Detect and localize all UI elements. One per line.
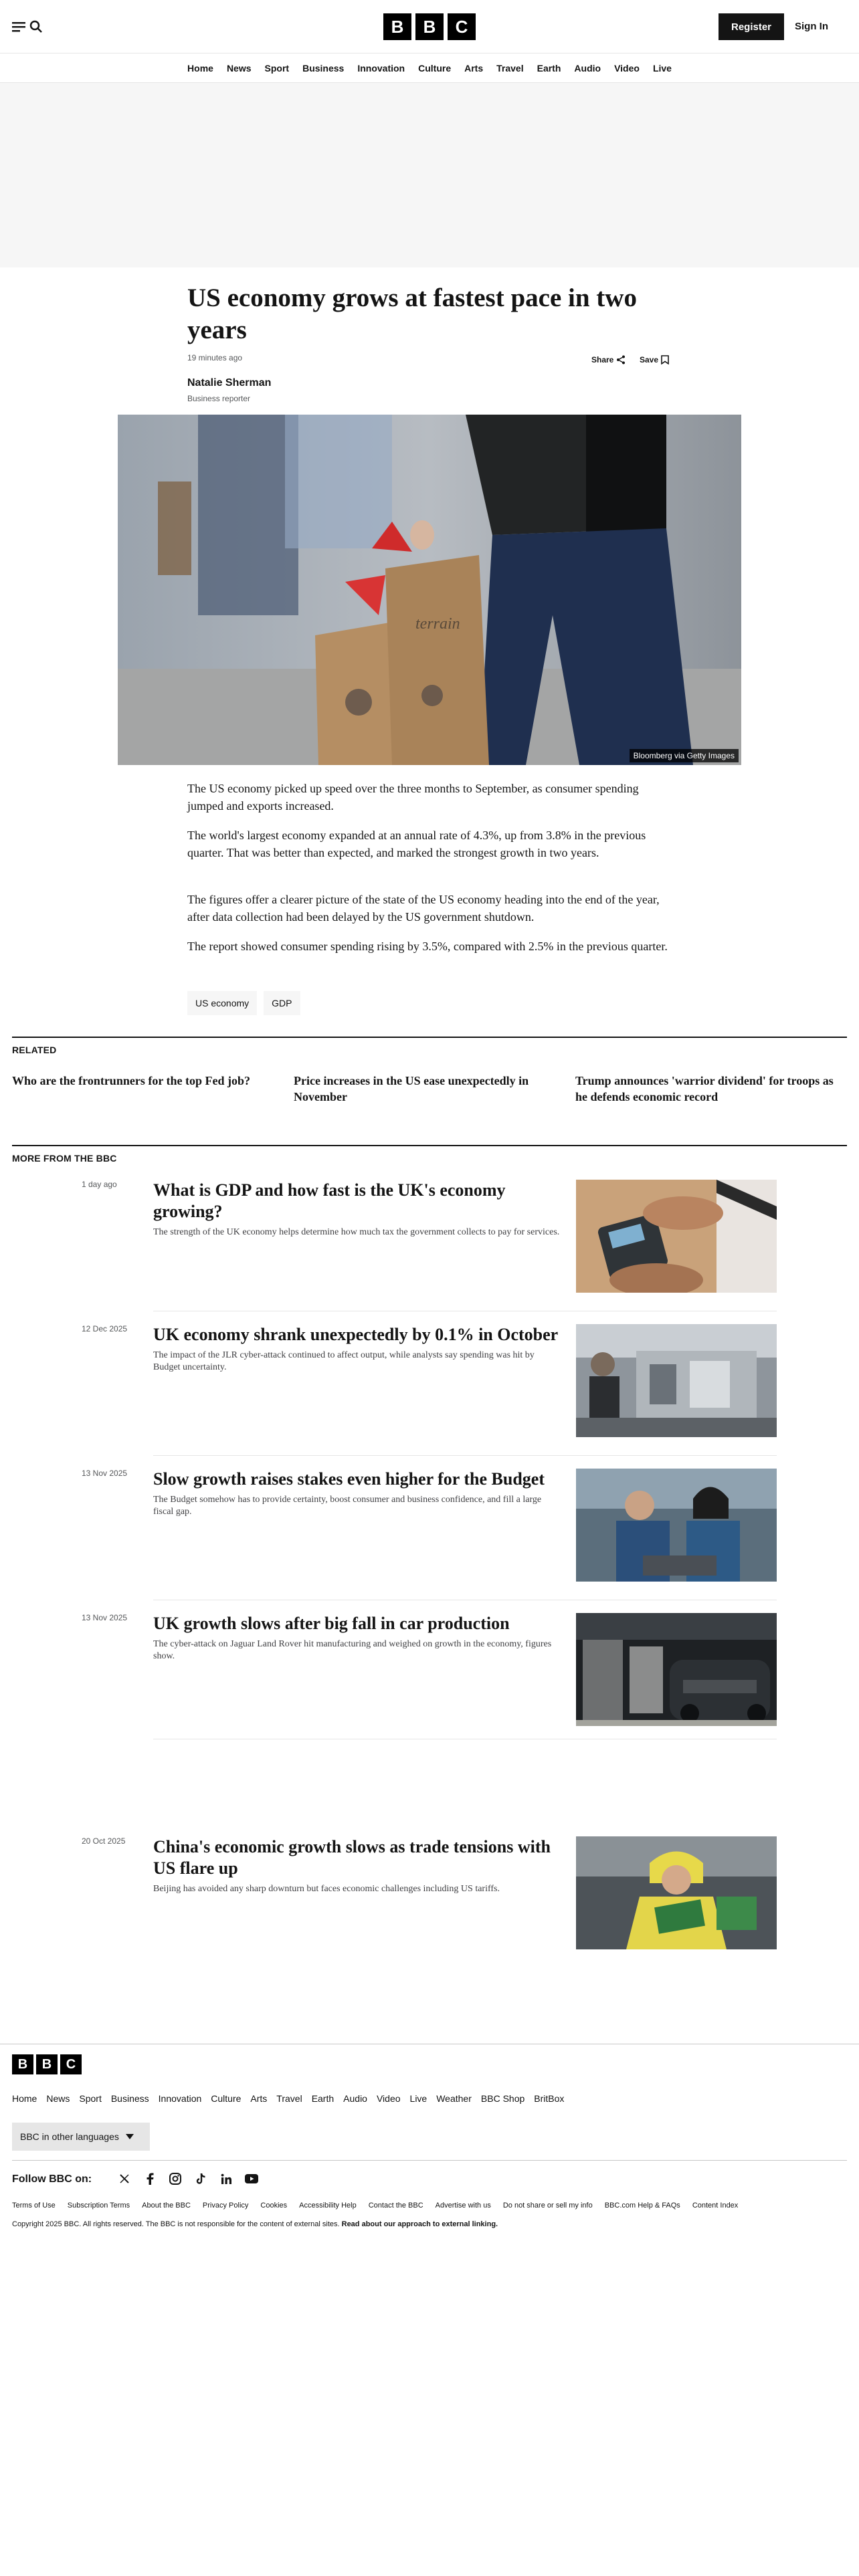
nav-item[interactable]: Home bbox=[187, 62, 213, 74]
share-button[interactable] bbox=[591, 355, 626, 364]
logo-letter: B bbox=[36, 2054, 58, 2074]
footer-link[interactable]: Advertise with us bbox=[435, 2202, 491, 2210]
story-title[interactable]: UK economy shrank unexpectedly by 0.1% in October bbox=[153, 1325, 559, 1344]
social-links bbox=[118, 2172, 258, 2185]
related-link[interactable]: Trump announces 'warrior dividend' for troops as he defends economic record bbox=[575, 1074, 834, 1103]
story-title[interactable]: China's economic growth slows as trade tensions with US flare up bbox=[153, 1837, 551, 1878]
footer-nav-item[interactable]: Video bbox=[376, 2093, 401, 2104]
footer-nav-item[interactable]: Business bbox=[110, 2093, 149, 2104]
story-description: The Budget somehow has to provide certainty, boost consumer and business confidence, and fill a large fiscal gap. bbox=[153, 1495, 542, 1517]
nav-item[interactable]: Business bbox=[302, 62, 345, 74]
footer-nav-item[interactable]: BritBox bbox=[534, 2093, 565, 2104]
nav-item[interactable]: Video bbox=[614, 62, 640, 74]
youtube-icon[interactable] bbox=[245, 2172, 258, 2185]
article-timestamp: 19 minutes ago bbox=[187, 353, 243, 362]
story-date: 12 Dec 2025 bbox=[82, 1324, 128, 1333]
nav-item[interactable]: News bbox=[226, 62, 252, 74]
footer-nav-item[interactable]: Arts bbox=[250, 2093, 268, 2104]
nav-item[interactable]: Live bbox=[652, 62, 672, 74]
footer-nav-item[interactable]: Travel bbox=[276, 2093, 302, 2104]
main-nav bbox=[0, 53, 859, 83]
story-date: 13 Nov 2025 bbox=[82, 1469, 128, 1478]
register-button[interactable]: Register bbox=[719, 13, 784, 40]
nav-item[interactable]: Sport bbox=[264, 62, 290, 74]
image-credit: Bloomberg via Getty Images bbox=[630, 749, 739, 762]
logo-letter: B bbox=[12, 2054, 33, 2074]
shopping-bags-photo bbox=[118, 415, 741, 765]
footer-link[interactable]: Content Index bbox=[692, 2202, 739, 2210]
footer-link[interactable]: About the BBC bbox=[142, 2202, 191, 2210]
more-heading: MORE FROM THE BBC bbox=[12, 1153, 117, 1164]
related-link[interactable]: Price increases in the US ease unexpectedly in November bbox=[294, 1074, 529, 1103]
article-paragraph: The US economy picked up speed over the three months to September, as consumer spending jumped and exports increased. bbox=[187, 782, 639, 813]
story-date: 20 Oct 2025 bbox=[82, 1836, 126, 1846]
bbc-logo[interactable] bbox=[383, 13, 476, 40]
top-bar bbox=[0, 0, 859, 53]
footer-nav-item[interactable]: Live bbox=[409, 2093, 427, 2104]
story-description: The impact of the JLR cyber-attack continued to affect output, while analysts say spending was hit by Budget uncertainty. bbox=[153, 1350, 535, 1372]
footer-nav-item[interactable]: News bbox=[46, 2093, 70, 2104]
external-linking-link[interactable]: Read about our approach to external linking. bbox=[341, 2220, 498, 2228]
story-title[interactable]: What is GDP and how fast is the UK's economy growing? bbox=[153, 1180, 506, 1221]
story-description: The strength of the UK economy helps determine how much tax the government collects to pay for services. bbox=[153, 1227, 560, 1237]
footer-link[interactable]: Accessibility Help bbox=[299, 2202, 357, 2210]
author-name[interactable]: Natalie Sherman bbox=[187, 377, 272, 389]
story-thumbnail[interactable] bbox=[576, 1836, 777, 1949]
footer-nav bbox=[12, 2093, 564, 2104]
story-title[interactable]: Slow growth raises stakes even higher for the Budget bbox=[153, 1469, 545, 1489]
article-paragraph: The figures offer a clearer picture of the state of the US economy heading into the end of the year, after data collection had been delayed by the US government shutdown. bbox=[187, 893, 660, 924]
tag-us-economy[interactable]: US economy bbox=[187, 991, 257, 1015]
footer-link[interactable]: Contact the BBC bbox=[368, 2202, 423, 2210]
nav-item[interactable]: Audio bbox=[574, 62, 601, 74]
story-description: The cyber-attack on Jaguar Land Rover hit manufacturing and weighed on growth in the economy, figures show. bbox=[153, 1639, 552, 1661]
footer-links bbox=[12, 2202, 738, 2210]
footer-link[interactable]: Privacy Policy bbox=[202, 2202, 249, 2210]
more-divider bbox=[12, 1145, 847, 1146]
share-label: Share bbox=[591, 355, 614, 364]
footer-link[interactable]: BBC.com Help & FAQs bbox=[604, 2202, 680, 2210]
hero-image bbox=[118, 415, 741, 765]
x-icon[interactable] bbox=[118, 2172, 131, 2185]
search-icon bbox=[29, 20, 43, 33]
facebook-icon[interactable] bbox=[143, 2172, 157, 2185]
follow-label: Follow BBC on: bbox=[12, 2173, 92, 2185]
copyright-text: Copyright 2025 BBC. All rights reserved. The BBC is not responsible for the content of external sites. bbox=[12, 2220, 340, 2228]
nav-item[interactable]: Travel bbox=[496, 62, 524, 74]
instagram-icon[interactable] bbox=[169, 2172, 182, 2185]
nav-item[interactable]: Arts bbox=[464, 62, 484, 74]
bag-logo-text: terrain bbox=[415, 615, 460, 633]
other-languages-button[interactable] bbox=[12, 2123, 150, 2151]
logo-letter: C bbox=[448, 13, 476, 40]
logo-letter: B bbox=[383, 13, 411, 40]
copyright-notice bbox=[12, 2220, 498, 2228]
nav-item[interactable]: Culture bbox=[418, 62, 452, 74]
tag-gdp[interactable]: GDP bbox=[264, 991, 300, 1015]
story-date: 13 Nov 2025 bbox=[82, 1613, 128, 1622]
article-headline: US economy grows at fastest pace in two years bbox=[187, 284, 637, 344]
tiktok-icon[interactable] bbox=[194, 2172, 207, 2185]
footer-link[interactable]: Cookies bbox=[260, 2202, 288, 2210]
menu-icon bbox=[12, 21, 25, 32]
footer-nav-item[interactable]: BBC Shop bbox=[480, 2093, 525, 2104]
footer-nav-item[interactable]: Earth bbox=[311, 2093, 335, 2104]
story-date: 1 day ago bbox=[82, 1180, 117, 1189]
nav-item[interactable]: Innovation bbox=[357, 62, 405, 74]
footer-nav-item[interactable]: Culture bbox=[211, 2093, 242, 2104]
nav-item[interactable]: Earth bbox=[537, 62, 561, 74]
footer-nav-item[interactable]: Weather bbox=[436, 2093, 472, 2104]
related-divider bbox=[12, 1037, 847, 1038]
story-thumbnail[interactable] bbox=[576, 1324, 777, 1437]
footer-link[interactable]: Do not share or sell my info bbox=[502, 2202, 593, 2210]
footer-link[interactable]: Terms of Use bbox=[12, 2202, 56, 2210]
footer-separator bbox=[12, 2160, 847, 2161]
bookmark-icon bbox=[661, 355, 669, 364]
signin-link[interactable]: Sign In bbox=[795, 21, 828, 32]
story-description: Beijing has avoided any sharp downturn but faces economic challenges including US tariffs. bbox=[153, 1884, 500, 1894]
story-divider bbox=[153, 1455, 777, 1456]
menu-search-button[interactable] bbox=[12, 17, 43, 36]
save-button[interactable] bbox=[640, 355, 669, 364]
article-paragraph: The report showed consumer spending rising by 3.5%, compared with 2.5% in the previous quarter. bbox=[187, 940, 668, 953]
topic-tags bbox=[187, 991, 300, 1015]
logo-letter: B bbox=[415, 13, 444, 40]
logo-letter: C bbox=[60, 2054, 82, 2074]
caret-down-icon bbox=[126, 2134, 134, 2139]
footer-nav-item[interactable]: Audio bbox=[343, 2093, 367, 2104]
story-title[interactable]: UK growth slows after big fall in car production bbox=[153, 1614, 510, 1633]
share-icon bbox=[616, 355, 626, 364]
story-thumbnail[interactable] bbox=[576, 1613, 777, 1726]
related-link[interactable]: Who are the frontrunners for the top Fed job? bbox=[12, 1074, 250, 1087]
linkedin-icon[interactable] bbox=[219, 2172, 233, 2185]
footer-nav-item[interactable]: Innovation bbox=[158, 2093, 202, 2104]
ad-placeholder bbox=[0, 83, 859, 267]
save-label: Save bbox=[640, 355, 659, 364]
article-paragraph: The world's largest economy expanded at an annual rate of 4.3%, up from 3.8% in the previous quarter. That was better than expected, and marked the strongest growth in two years. bbox=[187, 829, 646, 859]
other-languages-label: BBC in other languages bbox=[20, 2131, 119, 2142]
footer-nav-item[interactable]: Home bbox=[12, 2093, 37, 2104]
footer-bbc-logo[interactable] bbox=[12, 2054, 82, 2074]
story-thumbnail[interactable] bbox=[576, 1180, 777, 1293]
author-role: Business reporter bbox=[187, 394, 251, 403]
footer-link[interactable]: Subscription Terms bbox=[67, 2202, 130, 2210]
story-thumbnail[interactable] bbox=[576, 1469, 777, 1582]
footer-nav-item[interactable]: Sport bbox=[79, 2093, 102, 2104]
related-heading: RELATED bbox=[12, 1045, 57, 1055]
